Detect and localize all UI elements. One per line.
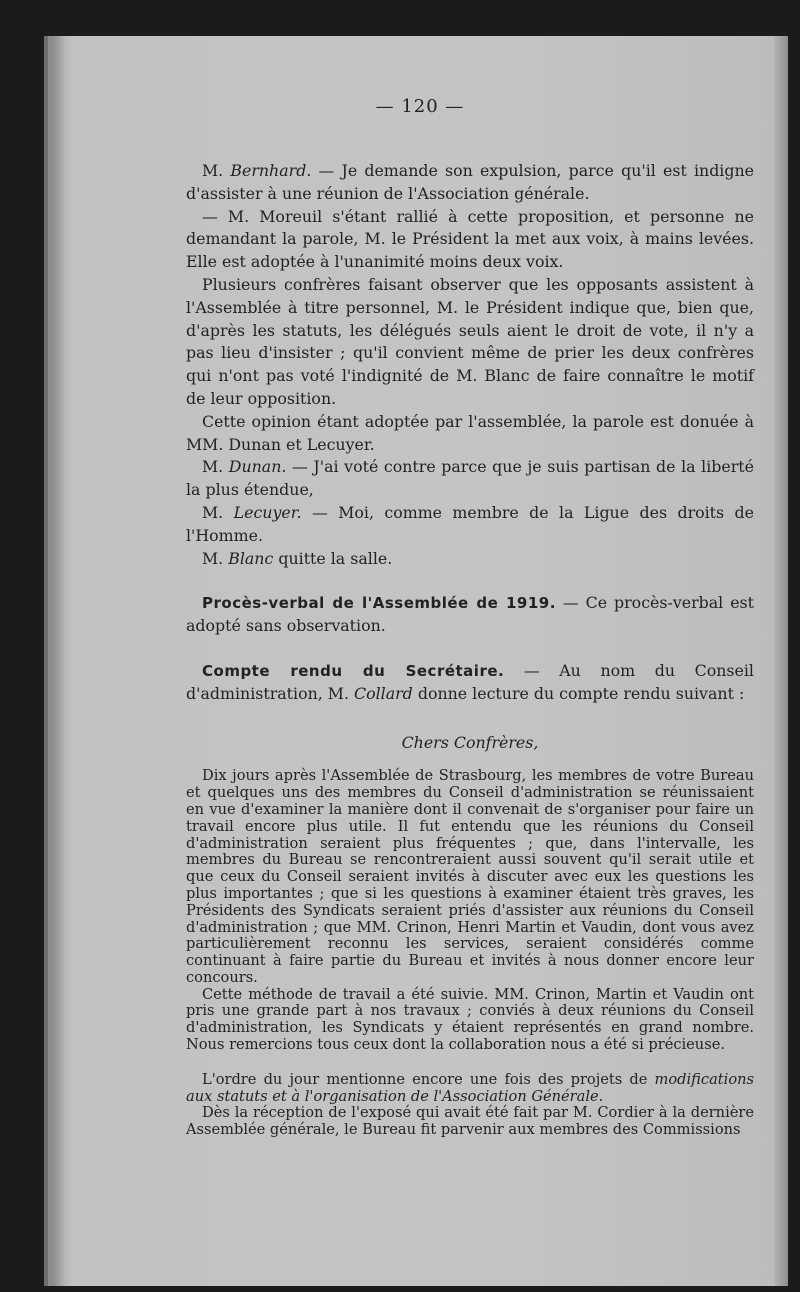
section-text: — Au nom du Conseil d'administration, M.	[186, 660, 754, 703]
speaker-prefix: M.	[202, 161, 231, 180]
section-compte-rendu	[186, 660, 754, 706]
speaker-name: Dunan.	[228, 457, 287, 477]
paragraph-text: — J'ai voté contre parce que je suis partisan de la liberté la plus étendue,	[186, 457, 754, 500]
page-binding	[52, 36, 66, 1286]
speaker-name: Bernhard.	[230, 161, 312, 180]
speaker-prefix: M.	[202, 502, 234, 522]
report-italic-text: modifications aux statuts et à l'organisation de l'Association Générale	[186, 1070, 754, 1105]
section-heading: Procès-verbal de l'Assemblée de 1919.	[202, 594, 556, 613]
report-text: .	[598, 1087, 604, 1105]
body-text	[186, 160, 754, 1139]
paragraph-blanc	[186, 548, 754, 571]
speaker-prefix: M.	[202, 548, 229, 568]
paragraph-plusieurs: Plusieurs confrères faisant observer que les opposants assistent à l'Assemblée à titre personnel, M. le Président indique que, bien que, d'après les statuts, les délégués seuls aient le droit de vote, il n'y a pas lieu d'insister ; qu'il convient même de prier les deux confrères qui n'ont pas voté l'indignité de M. Blanc de faire connaître le motif de leur opposition.	[186, 274, 754, 408]
paragraph-opinion: Cette opinion étant adoptée par l'assemblée, la parole est donuée à MM. Dunan et Lecuyer.	[186, 411, 754, 454]
section-text: donne lecture du compte rendu suivant :	[412, 683, 745, 703]
speaker-name: Collard	[354, 683, 413, 703]
speaker-prefix: M.	[202, 457, 229, 477]
paragraph-lecuyer	[186, 502, 754, 548]
page-number: — 120 —	[375, 96, 465, 117]
speaker-name: Lecuyer.	[233, 502, 302, 522]
paragraph-text: quitte la salle.	[273, 548, 393, 568]
speaker-name: Blanc	[228, 548, 274, 568]
section-proces-verbal	[186, 592, 754, 638]
paragraph-text: — Je demande son expulsion, parce qu'il est indigne d'assister à une réunion de l'Association générale.	[186, 161, 754, 203]
report-paragraph	[186, 1072, 754, 1106]
section-heading: Compte rendu du Secrétaire.	[202, 661, 505, 680]
report-paragraph: Dix jours après l'Assemblée de Strasbourg, les membres de votre Bureau et quelques uns des membres du Conseil d'administration se réunissaient en vue d'examiner la manière dont il convenait de s'organiser pour faire un travail encore plus utile. Il fut entendu que les réunions du Conseil d'administration seraient plus fréquentes ; que, dans l'intervalle, les membres du Bureau se rencontreraient aussi souvent qu'il serait utile et que ceux du Conseil seraient invités à discuter avec eux les questions les plus importantes ; que si les questions à examiner étaient très graves, les Présidents des Syndicats seraient priés d'assister aux réunions du Conseil d'administration ; que MM. Crinon, Henri Martin et Vaudin, dont vous avez particulièrement reconnu les services, seraient considérés comme continuant à faire partie du Bureau et invités à nous donner encore leur concours.	[186, 767, 754, 986]
report-text: L'ordre du jour mentionne encore une fois des projets de	[202, 1070, 655, 1088]
report-paragraph: Cette méthode de travail a été suivie. MM. Crinon, Martin et Vaudin ont pris une grande part à nos travaux ; conviés à deux réunions du Conseil d'administration, les Syndicats y étaient représentés en grand nombre. Nous remercions tous ceux dont la collaboration nous a été si précieuse.	[186, 985, 754, 1054]
paragraph-moreuil: — M. Moreuil s'étant rallié à cette proposition, et personne ne demandant la parole, M. le Président la met aux voix, à mains levées. Elle est adoptée à l'unanimité moins deux voix.	[186, 206, 754, 272]
page-edge	[774, 36, 788, 1286]
paragraph-dunan	[186, 456, 754, 502]
paragraph-text: — Moi, comme membre de la Ligue des droits de l'Homme.	[186, 502, 754, 545]
salutation: Chers Confrères,	[401, 732, 539, 752]
paragraph-bernhard	[186, 160, 754, 206]
report-paragraph: Dès la réception de l'exposé qui avait été fait par M. Cordier à la dernière Assemblée générale, le Bureau fit parvenir aux membres des Commissions	[186, 1104, 754, 1139]
section-text: — Ce procès-verbal est adopté sans observation.	[186, 593, 754, 636]
